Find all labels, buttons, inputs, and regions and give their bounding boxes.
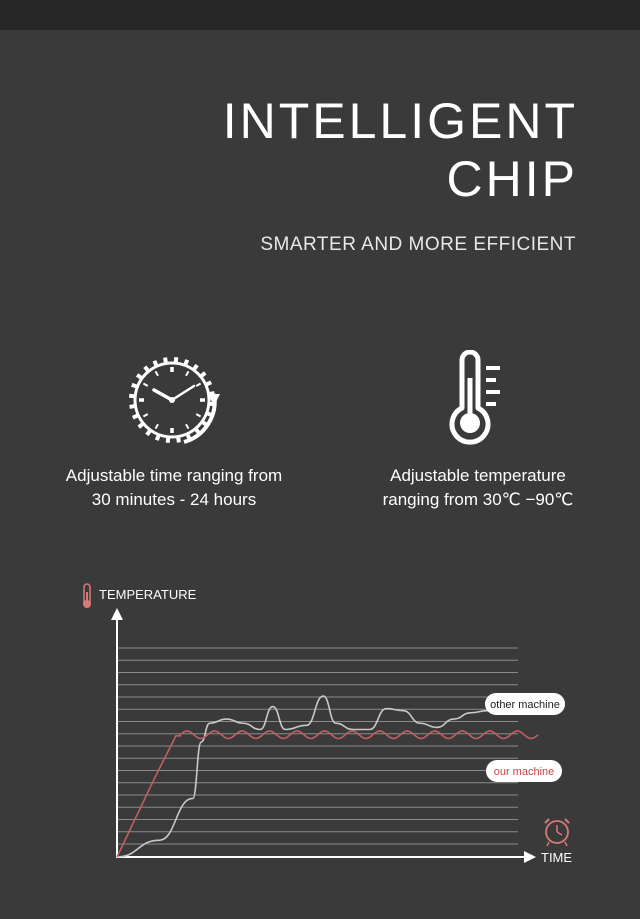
clock-tick (156, 371, 159, 375)
legend-other-machine-label: other machine (490, 699, 560, 711)
clock-tick (143, 414, 147, 417)
series-our-machine (117, 731, 538, 857)
thermometer-small-icon (83, 584, 91, 608)
x-axis-label: TIME (541, 850, 573, 865)
alarm-clock-icon (545, 819, 569, 846)
clock-tick (196, 414, 200, 417)
clock-tick (196, 384, 200, 387)
legend-our-machine-label: our machine (493, 766, 555, 778)
clock-tick (143, 384, 147, 387)
clock-tick (156, 424, 159, 428)
thermometer-icon (328, 350, 628, 450)
feature-temperature-line-1: Adjustable temperature (390, 466, 566, 485)
series-other-machine (117, 696, 538, 857)
clock-tick (186, 424, 189, 428)
feature-time-line-1: Adjustable time ranging from (65, 466, 283, 485)
headline-line-2: CHIP (446, 151, 578, 207)
temperature-chart (0, 570, 640, 890)
headline (223, 92, 578, 208)
feature-time-line-2: 30 minutes - 24 hours (91, 490, 257, 509)
feature-temperature (328, 350, 628, 512)
subtitle: SMARTER AND MORE EFFICIENT (260, 234, 576, 255)
y-axis-label: TEMPERATURE (99, 587, 197, 602)
top-bar (0, 0, 640, 30)
x-axis-arrow (524, 851, 536, 863)
feature-time (24, 350, 324, 512)
feature-temperature-line-2: ranging from 30℃ −90℃ (382, 490, 574, 509)
y-axis-arrow (111, 608, 123, 620)
headline-line-1: INTELLIGENT (222, 93, 578, 149)
clock-tick (186, 371, 189, 375)
legend-other-machine (485, 693, 565, 715)
legend-our-machine (486, 760, 562, 782)
clock-icon (24, 350, 324, 450)
